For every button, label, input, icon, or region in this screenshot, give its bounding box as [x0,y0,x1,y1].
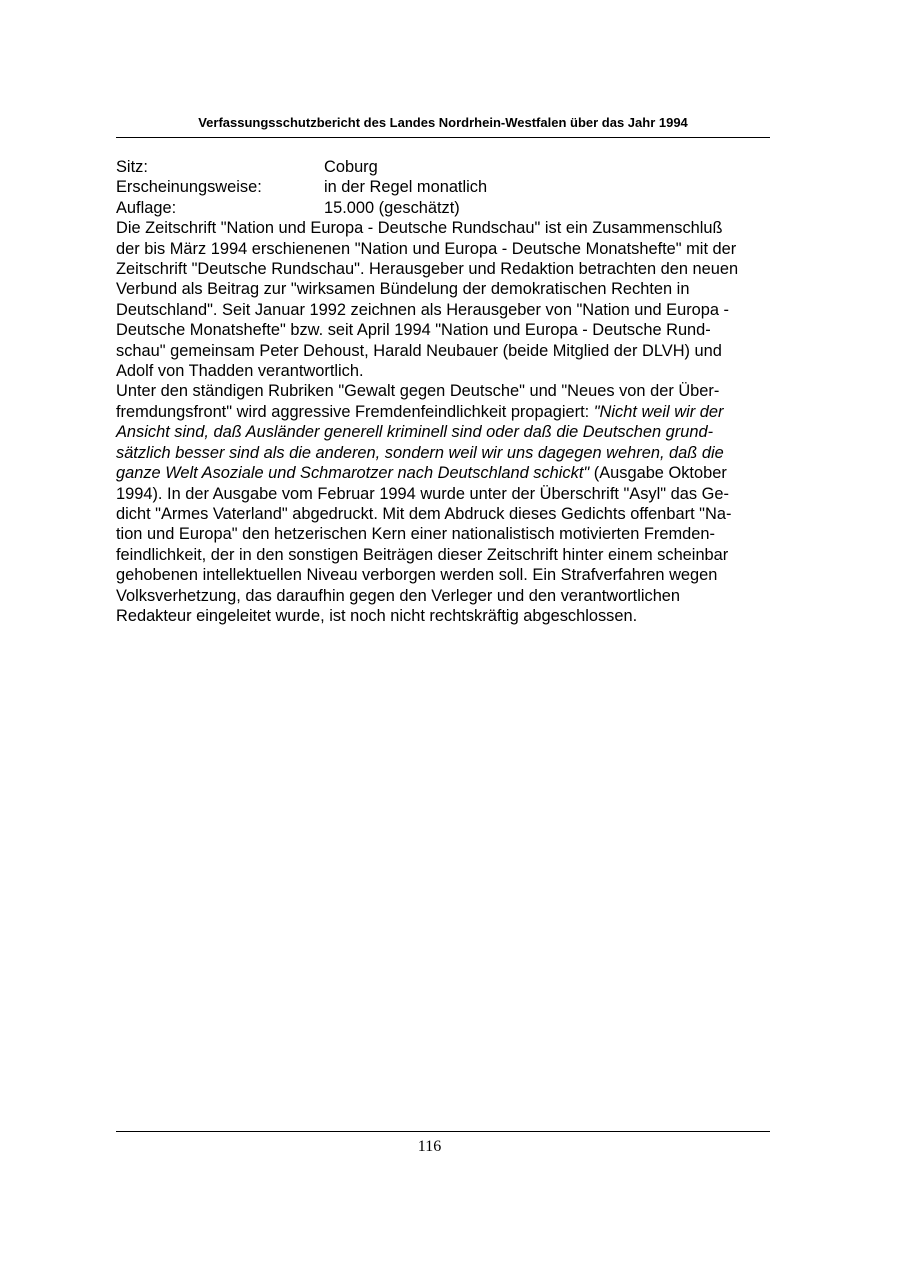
paragraph-description [116,218,796,381]
meta-row-sitz [116,157,796,177]
text-line: dicht "Armes Vaterland" abgedruckt. Mit dem Abdruck dieses Gedichts offenbart "Na- [116,504,732,523]
meta-label: Auflage: [116,198,177,217]
text-line: der bis März 1994 erschienenen "Nation und Europa - Deutsche Monatshefte" mit der [116,239,737,258]
text-line: schau" gemeinsam Peter Dehoust, Harald Neubauer (beide Mitglied der DLVH) und [116,341,722,360]
text-line [116,402,796,422]
text-line: Verbund als Beitrag zur "wirksamen Bündelung der demokratischen Rechten in [116,280,690,299]
text-line: Redakteur eingeleitet wurde, ist noch nicht rechtskräftig abgeschlossen. [116,606,638,625]
paragraph-rubrics [116,381,796,626]
text-line: Die Zeitschrift "Nation und Europa - Deutsche Rundschau" ist ein Zusammenschluß [116,219,723,238]
quote-line: Ansicht sind, daß Ausländer generell kriminell sind oder daß die Deutschen grund- [116,423,714,442]
text-line: feindlichkeit, der in den sonstigen Beiträgen dieser Zeitschrift hinter einem scheinbar [116,545,729,564]
header-rule [116,137,770,138]
text-line: Adolf von Thadden verantwortlich. [116,362,364,381]
meta-label: Sitz: [116,158,148,176]
quote-segment: "Nicht weil wir der [593,402,724,421]
meta-value: Coburg [324,158,378,176]
meta-label: Erscheinungsweise: [116,178,262,197]
body-text [116,157,796,626]
text-segment: (Ausgabe Oktober [589,464,727,483]
text-line: 1994). In der Ausgabe vom Februar 1994 wurde unter der Überschrift "Asyl" das Ge- [116,484,729,503]
text-line: gehobenen intellektuellen Niveau verborgen werden soll. Ein Strafverfahren wegen [116,566,718,585]
meta-value: in der Regel monatlich [324,178,488,197]
text-segment: fremdungsfront" wird aggressive Fremdenfeindlichkeit propagiert: [116,402,594,421]
text-line: Deutschland". Seit Januar 1992 zeichnen als Herausgeber von "Nation und Europa - [116,300,730,319]
page-number: 116 [417,1138,442,1155]
text-line [116,463,796,483]
text-line: Volksverhetzung, das daraufhin gegen den Verleger und den verantwortlichen [116,586,681,605]
text-line: tion und Europa" den hetzerischen Kern einer nationalistisch motivierten Fremden- [116,525,715,544]
text-line: Deutsche Monatshefte" bzw. seit April 1994 "Nation und Europa - Deutsche Rund- [116,321,711,340]
text-line: Unter den ständigen Rubriken "Gewalt gegen Deutsche" und "Neues von der Über- [116,382,720,401]
text-line: Zeitschrift "Deutsche Rundschau". Herausgeber und Redaktion betrachten den neuen [116,260,739,279]
footer-rule [116,1131,770,1132]
meta-value: 15.000 (geschätzt) [324,198,460,217]
meta-row-erscheinungsweise [116,177,796,197]
running-header: Verfassungsschutzbericht des Landes Nordrhein-Westfalen über das Jahr 1994 [198,115,688,130]
meta-row-auflage [116,198,796,218]
quote-line: sätzlich besser sind als die anderen, sondern weil wir uns dagegen wehren, daß die [116,443,724,462]
quote-segment: ganze Welt Asoziale und Schmarotzer nach Deutschland schickt" [116,464,590,483]
